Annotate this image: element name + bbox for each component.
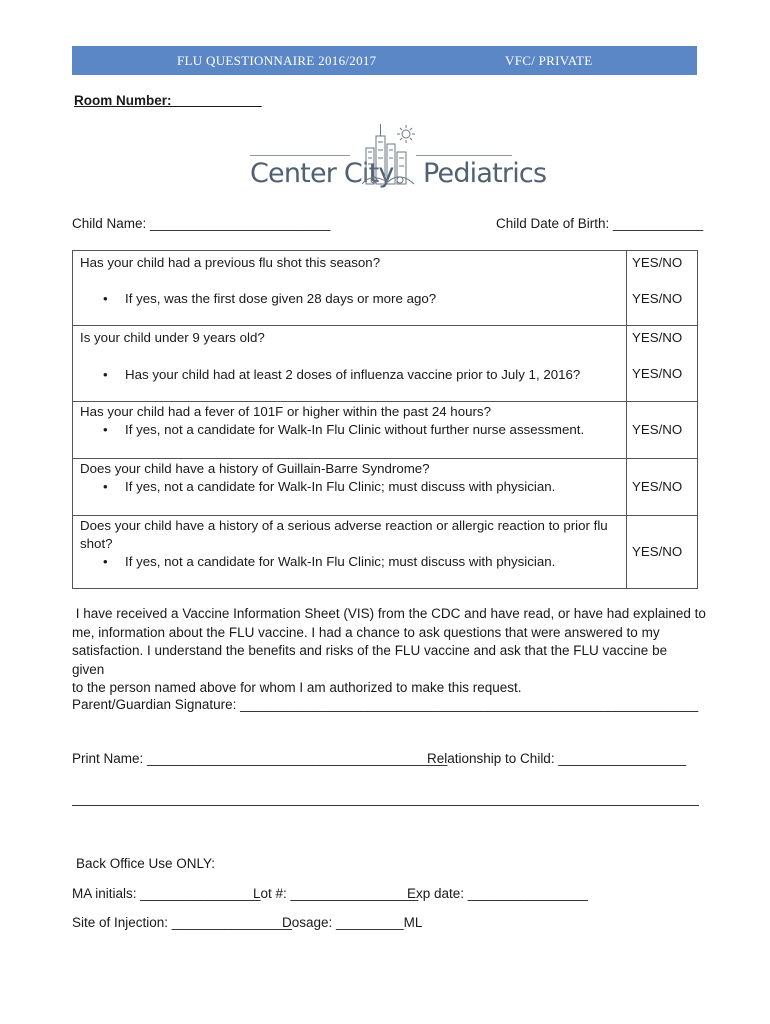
child-dob-field[interactable]: Child Date of Birth: ____________ (496, 216, 704, 231)
question-text: Has your child had a fever of 101F or higher within the past 24 hours? (80, 404, 491, 419)
bullet-text: If yes, not a candidate for Walk-In Flu Clinic; must discuss with physician. (125, 554, 556, 569)
question-cell (73, 516, 627, 589)
answer-yes-no[interactable]: YES/NO (632, 422, 683, 437)
question-text: Is your child under 9 years old? (80, 330, 265, 345)
ma-initials-field[interactable]: MA initials: ________________ (72, 886, 261, 901)
question-text: Does your child have a history of a serious adverse reaction or allergic reaction to prior flu (80, 518, 608, 533)
question-text: Does your child have a history of Guillain-Barre Syndrome? (80, 461, 430, 476)
consent-line: satisfaction. I understand the benefits and risks of the FLU vaccine and ask that the FLU vaccine be given (72, 643, 668, 677)
relationship-field[interactable]: Relationship to Child: _________________ (427, 751, 686, 766)
bullet-icon: • (103, 291, 108, 306)
lot-number-field[interactable]: Lot #: _________________ (253, 886, 419, 901)
question-bullet (73, 553, 626, 571)
bullet-icon: • (103, 367, 108, 382)
section-divider (72, 805, 699, 806)
answer-yes-no[interactable]: YES/NO (632, 291, 683, 306)
bullet-icon: • (103, 479, 108, 494)
consent-line: me, information about the FLU vaccine. I had a chance to ask questions that were answered to my (72, 624, 660, 640)
consent-line: I have received a Vaccine Information Sheet (VIS) from the CDC and have read, or have had explained to (72, 606, 706, 621)
answer-cell (627, 402, 698, 459)
back-office-heading: Back Office Use ONLY: (76, 856, 216, 871)
question-bullet (73, 421, 626, 439)
bullet-text: If yes, was the first dose given 28 days or more ago? (125, 291, 437, 306)
city-skyline-icon (360, 122, 416, 190)
answer-yes-no[interactable]: YES/NO (632, 544, 683, 559)
question-row (73, 516, 698, 589)
question-cell (73, 251, 627, 326)
bullet-text: If yes, not a candidate for Walk-In Flu Clinic without further nurse assessment. (125, 422, 585, 437)
answer-yes-no[interactable]: YES/NO (632, 479, 683, 494)
question-cell (73, 326, 627, 402)
logo-name-left: Center City (250, 158, 394, 189)
logo-name-right: Pediatrics (423, 158, 547, 189)
question-bullet (73, 366, 626, 384)
question-row (73, 459, 698, 516)
answer-cell (627, 326, 698, 402)
answer-cell (627, 459, 698, 516)
logo-rule-left (250, 155, 350, 156)
bullet-icon: • (103, 554, 108, 569)
question-row (73, 402, 698, 459)
room-number-field[interactable]: Room Number:____________ (74, 93, 262, 108)
question-bullet (73, 478, 626, 496)
form-title: FLU QUESTIONNAIRE 2016/2017 (177, 53, 377, 68)
question-bullet (73, 290, 626, 308)
question-text: Has your child had a previous flu shot this season? (80, 255, 381, 270)
header-bar (72, 46, 697, 75)
logo-rule-right (416, 155, 512, 156)
answer-yes-no[interactable]: YES/NO (632, 330, 683, 345)
questionnaire-table (72, 250, 698, 589)
consent-statement (72, 605, 706, 698)
answer-yes-no[interactable]: YES/NO (632, 255, 683, 270)
answer-cell (627, 516, 698, 589)
bullet-text: Has your child had at least 2 doses of influenza vaccine prior to July 1, 2016? (125, 367, 581, 382)
child-name-field[interactable]: Child Name: ________________________ (72, 216, 331, 231)
bullet-text: If yes, not a candidate for Walk-In Flu Clinic; must discuss with physician. (125, 479, 556, 494)
question-cell (73, 402, 627, 459)
clinic-logo (248, 122, 547, 194)
guardian-signature-field[interactable]: Parent/Guardian Signature: _____________________________________________________________ (72, 697, 699, 712)
question-text-continued: shot? (80, 536, 113, 551)
injection-site-field[interactable]: Site of Injection: ________________ (72, 915, 292, 930)
bullet-icon: • (103, 422, 108, 437)
answer-cell (627, 251, 698, 326)
answer-yes-no[interactable]: YES/NO (632, 366, 683, 381)
question-cell (73, 459, 627, 516)
dosage-field[interactable]: Dosage: _________ML (282, 915, 423, 930)
question-row (73, 251, 698, 326)
form-category: VFC/ PRIVATE (505, 53, 593, 68)
consent-line: to the person named above for whom I am authorized to make this request. (72, 680, 522, 695)
print-name-field[interactable]: Print Name: ________________________________________ (72, 751, 448, 766)
exp-date-field[interactable]: Exp date: ________________ (407, 886, 588, 901)
question-row (73, 326, 698, 402)
